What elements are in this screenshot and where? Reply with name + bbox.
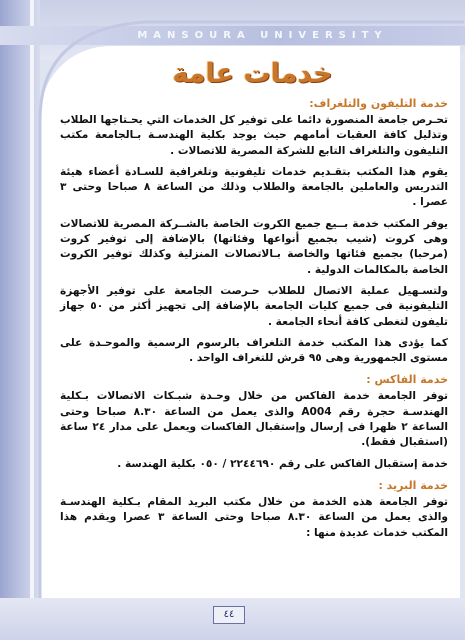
paragraph: تحـرص جامعة المنصورة دائما على توفير كل الخدمات التي يحـتاجها الطلاب وتذليل كافة العقبات أمامهم حيث يوجد بكلية الهندسـة بـالجامعة مكتب التليفون والتلغراف التابع للشركة المصرية للاتصالات . xyxy=(60,114,448,157)
paragraph: ولتسـهيل عملية الاتصال للطلاب حـرصت الجامعة على توفير الأجهزة التليفونية فى جميع كليات الجامعة بالإضافة إلى تجهيز أكثر من ٥٠ جهاز تليفون لتغطى كافة أنحاء الجامعة . xyxy=(60,284,448,328)
page-number: ٤٤ xyxy=(213,606,245,624)
section-fax xyxy=(60,372,448,471)
university-name: MANSOURA UNIVERSITY xyxy=(137,30,388,41)
section-post xyxy=(60,478,448,541)
page-left-band xyxy=(0,0,40,640)
paragraph: كما يؤدى هذا المكتب خدمة التلغراف بالرسوم الرسمية والموحـدة على مستوى الجمهورية وهى ٩٥ قرش للتغراف الواحد . xyxy=(60,336,448,365)
paragraph: توفر الجامعة هذه الخدمة من خلال مكتب البريد المقام بـكلية الهندسـة والذى يعمل من الساعة ٨.٣٠ صباحا وحتى الساعة ٣ عصرا ويقدم هذا المكتب خدمات عديدة منها : xyxy=(60,495,448,539)
page-left-stripe xyxy=(30,0,34,640)
document-body xyxy=(60,96,448,547)
section-heading: خدمة البريد : xyxy=(378,478,448,492)
paragraph: توفر الجامعة خدمة الفاكس من خلال وحـدة شبـكات الاتصالات بـكلية الهندسـة حجرة رقم A004 والذى يعمل من الساعة ٨.٣٠ صباحا وحتى الساعة ٢ ظهرا فى إرسال وإستقبال الفاكسات ويعمل على مدار ٢٤ ساعة (استقبال فقط). xyxy=(60,390,449,449)
section-heading: خدمة الفاكس : xyxy=(366,373,448,387)
paragraph: خدمة إستقبال الفاكس على رقم ٢٢٤٤٦٩٠ / ٠٥٠ بكلية الهندسة . xyxy=(117,457,448,470)
page-title: خدمات عامة xyxy=(172,58,333,89)
paragraph: يوفر المكتب خدمة بــيع جميع الكروت الخاصة بالشــركة المصرية للاتصالات وهى كروت (شيب بجميع أنواعها وفئاتها) بالإضافة إلى توفير كروت (مرحبا) بجميع فئاتها والخاصة بـالاتصالات المنزلية وكذلك توفير الكروت الخاصة بالمكالمات الدولية . xyxy=(60,217,448,276)
section-phone-telegraph xyxy=(60,96,448,366)
paragraph: يقوم هذا المكتب بتقـديم خدمات تليفونية وتلغرافية للسـادة أعضاء هيئة التدريس والعاملين بالجامعة والطلاب وذلك من الساعة ٨ صباحا وحتى ٣ عصرا . xyxy=(60,165,448,209)
section-heading: خدمة التليفون والتلغراف: xyxy=(309,97,448,110)
